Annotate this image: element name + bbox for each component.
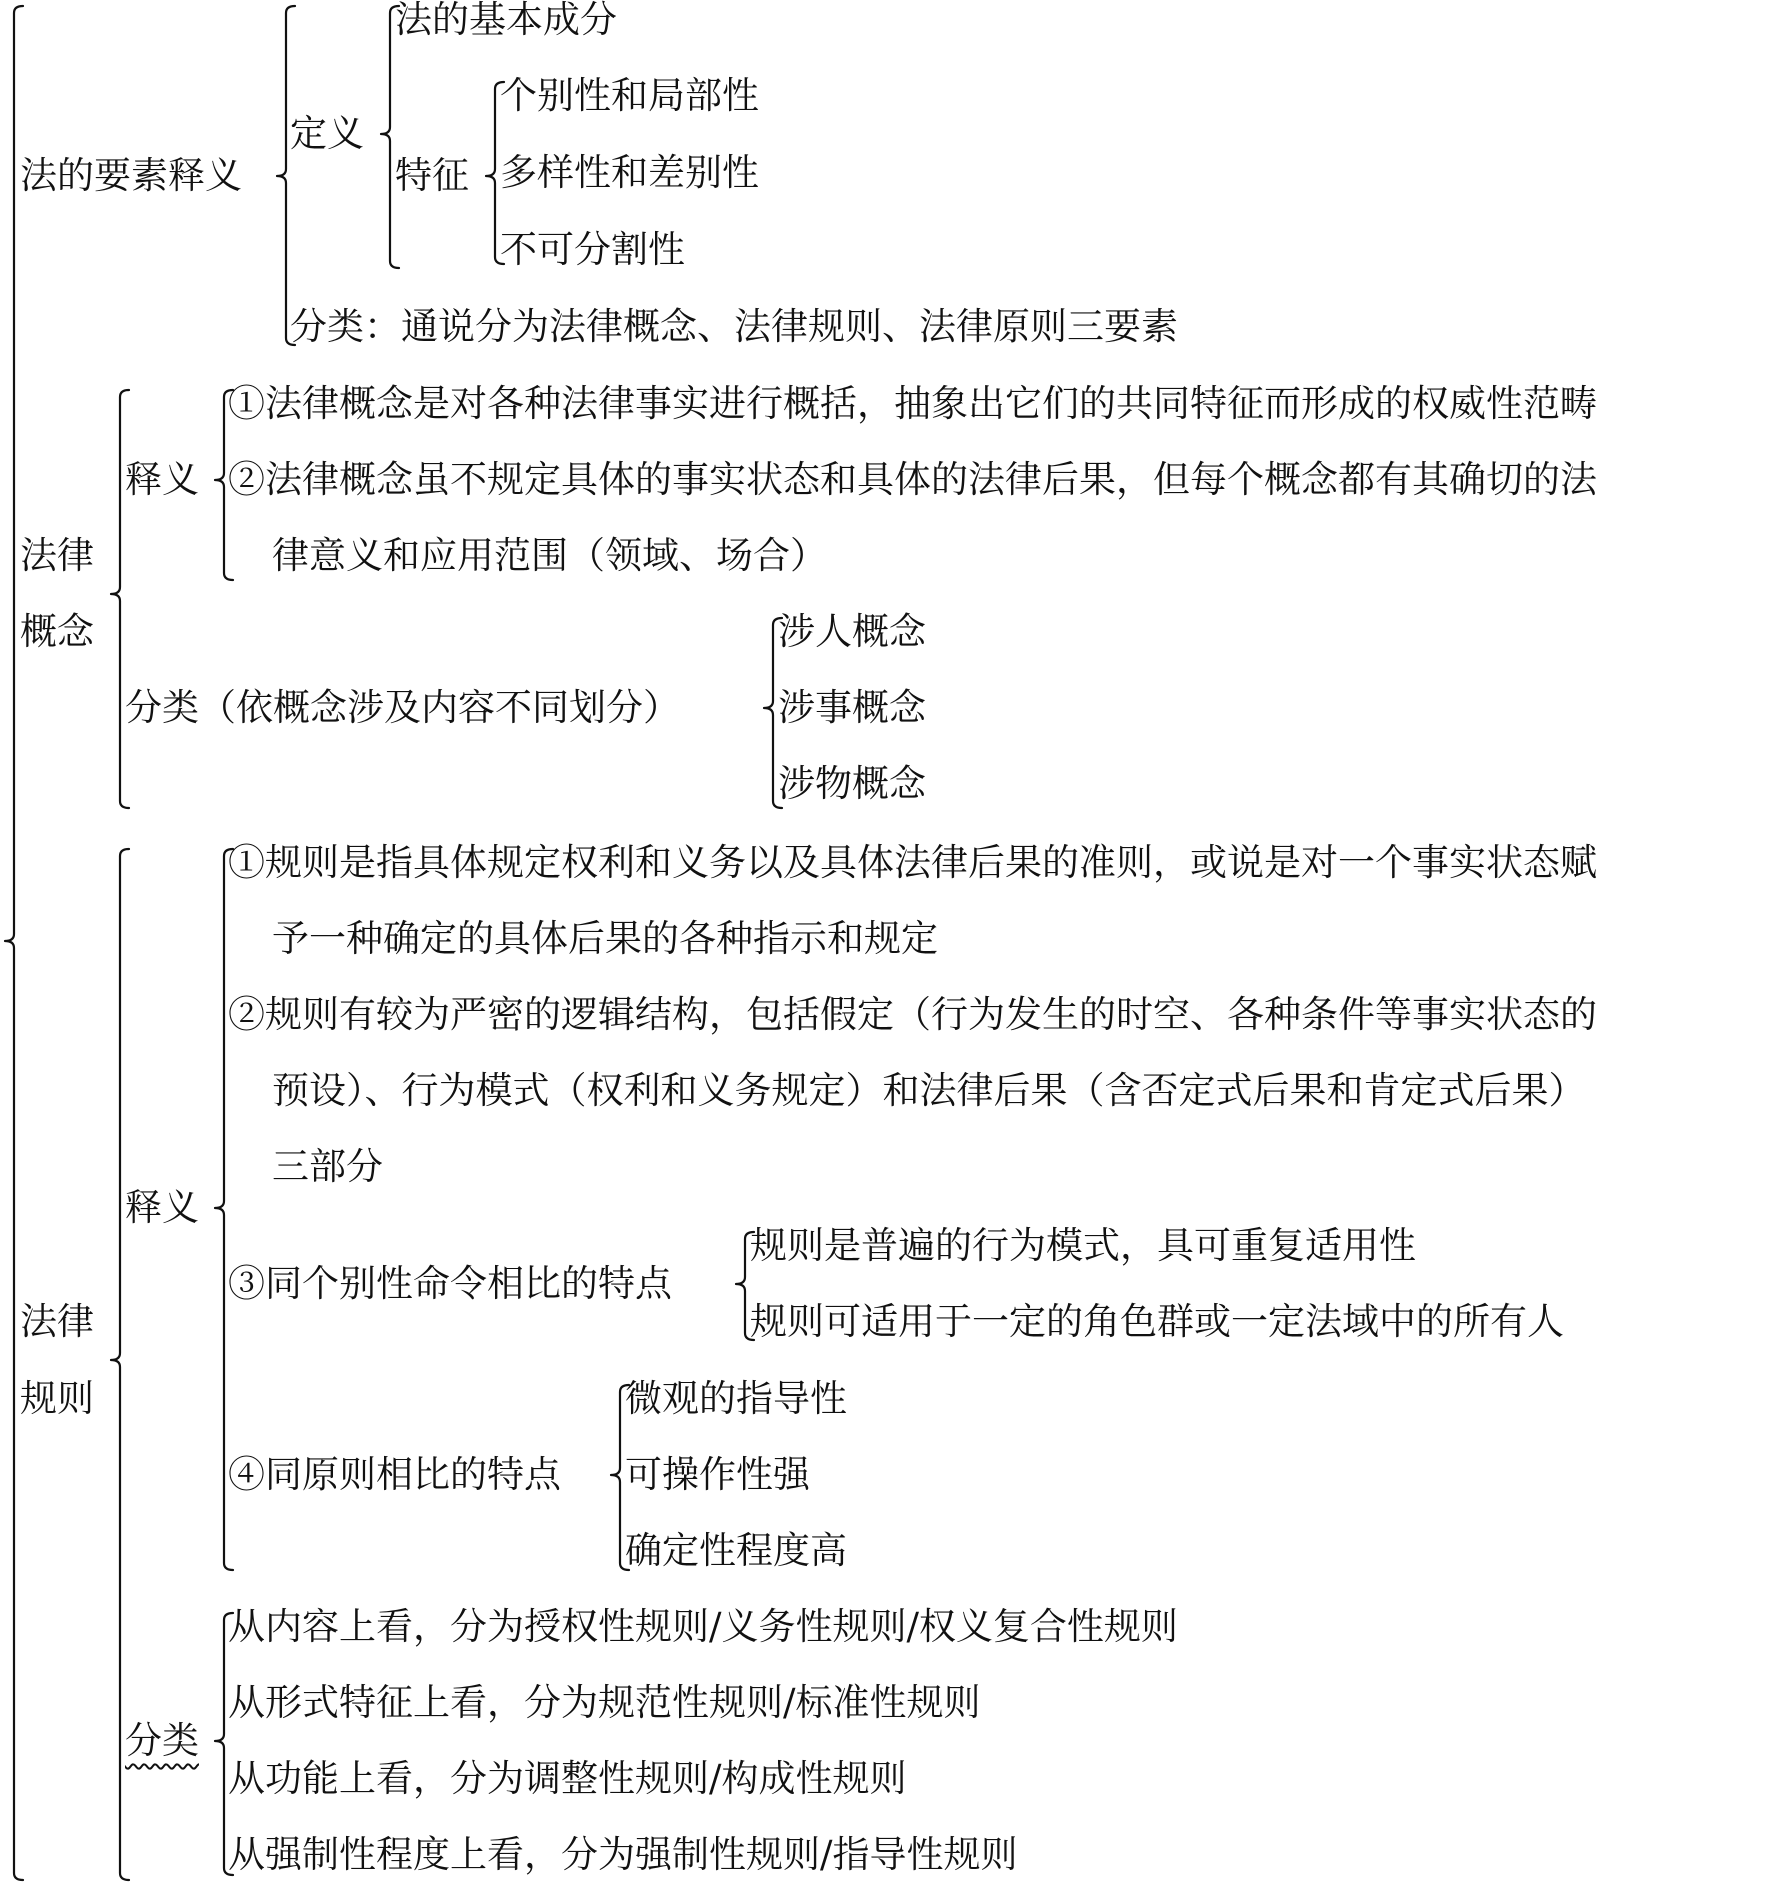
rule-item4-point: 确定性程度高 [625,1529,847,1572]
concept-classification-label: 分类（依概念涉及内容不同划分） [125,686,680,729]
feature-item: 多样性和差别性 [500,151,759,194]
elements-title: 法的要素释义 [20,154,242,197]
feature-item: 不可分割性 [500,228,685,271]
features-label: 特征 [395,154,469,197]
rule-item2-line: 预设）、行为模式（权利和义务规定）和法律后果（含否定式后果和肯定式后果） [272,1069,1586,1112]
definition-brace [381,6,399,268]
definition-label: 定义 [290,112,364,155]
rule-classification-label: 分类 [125,1719,199,1762]
concept-interpretation-line: ②法律概念虽不规定具体的事实状态和具体的法律后果，但每个概念都有其确切的法 [228,458,1597,501]
concept-brace [111,390,129,808]
rule-item3-point: 规则是普遍的行为模式，具可重复适用性 [750,1224,1416,1267]
concept-interpretation-line: 律意义和应用范围（领域、场合） [272,534,827,577]
elements-classification: 分类：通说分为法律概念、法律规则、法律原则三要素 [290,305,1178,348]
concept-interpretation-line: ①法律概念是对各种法律事实进行概括，抽象出它们的共同特征而形成的权威性范畴 [228,382,1597,425]
elements-brace [277,6,295,345]
basic-component: 法的基本成分 [395,0,617,41]
concept-interpretation-label: 释义 [125,458,199,501]
rule-class-item: 从功能上看，分为调整性规则/构成性规则 [228,1757,907,1800]
rule-item3-point: 规则可适用于一定的角色群或一定法域中的所有人 [750,1300,1564,1343]
concept-title-line: 法律 [20,534,94,577]
concept-class-item: 涉事概念 [778,686,926,729]
concept-title-line: 概念 [20,610,94,653]
rule-interpretation-label: 释义 [125,1186,199,1229]
rule-class-item: 从形式特征上看，分为规范性规则/标准性规则 [228,1681,981,1724]
rule-item1-line: ①规则是指具体规定权利和义务以及具体法律后果的准则，或说是对一个事实状态赋 [228,841,1597,884]
root-brace [5,6,23,1880]
rule-item1-line: 予一种确定的具体后果的各种指示和规定 [272,917,938,960]
rule-item2-line: ②规则有较为严密的逻辑结构，包括假定（行为发生的时空、各种条件等事实状态的 [228,993,1597,1036]
rule-item3-label: ③同个别性命令相比的特点 [228,1262,672,1305]
rule-item4-point: 可操作性强 [625,1453,810,1496]
concept-class-item: 涉人概念 [778,610,926,653]
concept-class-item: 涉物概念 [778,762,926,805]
feature-item: 个别性和局部性 [500,74,759,117]
rule-title-line: 规则 [20,1377,94,1420]
rule-item4-label: ④同原则相比的特点 [228,1453,561,1496]
rule-class-item: 从内容上看，分为授权性规则/义务性规则/权义复合性规则 [228,1605,1178,1648]
rule-class-item: 从强制性程度上看，分为强制性规则/指导性规则 [228,1833,1018,1876]
rule-title-line: 法律 [20,1300,94,1343]
rule-item4-point: 微观的指导性 [625,1377,847,1420]
rule-item2-line: 三部分 [272,1145,383,1188]
